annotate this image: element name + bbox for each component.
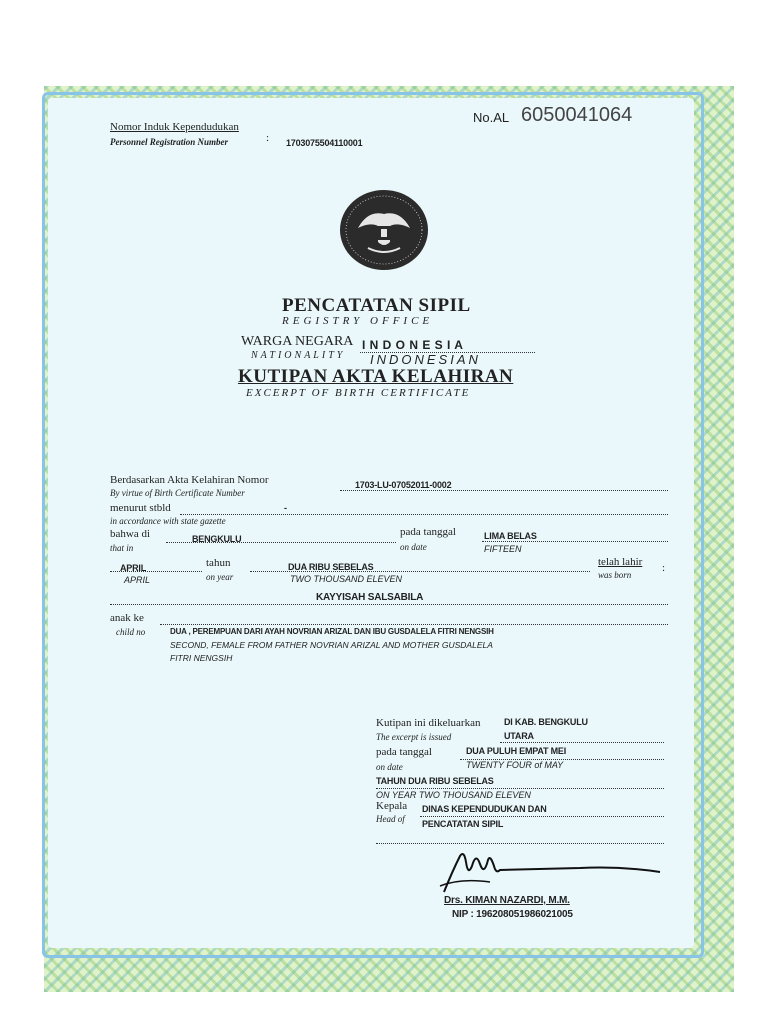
basis-label: Berdasarkan Akta Kelahiran Nomor [110, 474, 269, 486]
basis-label-en: By virtue of Birth Certificate Number [110, 488, 245, 498]
personnel-number-value: 1703075504110001 [286, 138, 363, 148]
issued-place-2: UTARA [504, 731, 534, 741]
personnel-colon: : [266, 132, 270, 144]
stbld-label: menurut stbld [110, 502, 171, 514]
nationality-value-en: INDONESIAN [370, 352, 481, 367]
head-value-1: DINAS KEPENDUDUKAN DAN [422, 804, 547, 814]
signature [430, 842, 670, 900]
issue-date-label-en: on date [376, 762, 403, 772]
personnel-label-en: Personnel Registration Number [110, 137, 229, 147]
garuda-emblem-icon [338, 188, 430, 272]
year-value: DUA RIBU SEBELAS [288, 562, 374, 572]
place-label-en: that in [110, 543, 134, 553]
official-name: Drs. KIMAN NAZARDI, M.M. [444, 895, 570, 906]
date-value: LIMA BELAS [484, 531, 537, 541]
issued-place-1: DI KAB. BENGKULU [504, 717, 588, 727]
place-label: bahwa di [110, 528, 151, 540]
year-label: tahun [206, 557, 231, 569]
month-value-en: APRIL [124, 575, 151, 585]
year-label-en: on year [206, 572, 234, 582]
born-label-en: was born [598, 570, 632, 580]
head-value-2: PENCATATAN SIPIL [422, 819, 504, 829]
document-title: KUTIPAN AKTA KELAHIRAN [238, 366, 514, 387]
child-no-label-en: child no [116, 627, 146, 637]
child-no-value-en-1: SECOND, FEMALE FROM FATHER NOVRIAN ARIZAL AND MOTHER GUSDALELA [170, 640, 493, 650]
month-value: APRIL [120, 563, 147, 573]
child-name: KAYYISAH SALSABILA [316, 592, 424, 603]
office-title: PENCATATAN SIPIL [282, 295, 471, 316]
nationality-value: I N D O N E S I A [362, 338, 464, 352]
child-no-label: anak ke [110, 612, 144, 624]
doc-number: 6050041064 [521, 104, 633, 126]
date-label: pada tanggal [400, 526, 456, 538]
child-no-value-en-2: FITRI NENGSIH [170, 653, 233, 663]
document-title-en: EXCERPT OF BIRTH CERTIFICATE [246, 387, 471, 399]
official-nip: NIP : 196208051986021005 [452, 909, 573, 920]
head-label-en: Head of [376, 814, 405, 824]
year-value-en: TWO THOUSAND ELEVEN [290, 574, 403, 584]
date-label-en: on date [400, 542, 427, 552]
issue-date-label: pada tanggal [376, 746, 432, 758]
personnel-label-id: Nomor Induk Kependudukan [110, 121, 239, 133]
issue-date-value: DUA PULUH EMPAT MEI [466, 746, 567, 756]
stbld-value: - [284, 503, 287, 513]
stbld-label-en: in accordance with state gazette [110, 516, 226, 526]
nationality-label-en: NATIONALITY [251, 350, 346, 361]
place-value: BENGKULU [192, 534, 242, 544]
issued-label: Kutipan ini dikeluarkan [376, 717, 481, 729]
born-label: telah lahir [598, 556, 643, 568]
head-label: Kepala [376, 800, 408, 812]
child-no-value: DUA , PEREMPUAN DARI AYAH NOVRIAN ARIZAL DAN IBU GUSDALELA FITRI NENGSIH [170, 627, 494, 636]
issue-date-value-en: TWENTY FOUR of MAY [466, 760, 564, 770]
issued-label-en: The excerpt is issued [376, 732, 452, 742]
office-title-en: REGISTRY OFFICE [282, 315, 434, 327]
date-value-en: FIFTEEN [484, 544, 522, 554]
issue-year-value: TAHUN DUA RIBU SEBELAS [376, 776, 494, 786]
doc-number-prefix: No.AL [473, 110, 510, 125]
nationality-label: WARGA NEGARA [241, 334, 354, 349]
birth-cert-number: 1703-LU-07052011-0002 [355, 480, 452, 490]
issue-year-value-en: ON YEAR TWO THOUSAND ELEVEN [376, 790, 531, 800]
